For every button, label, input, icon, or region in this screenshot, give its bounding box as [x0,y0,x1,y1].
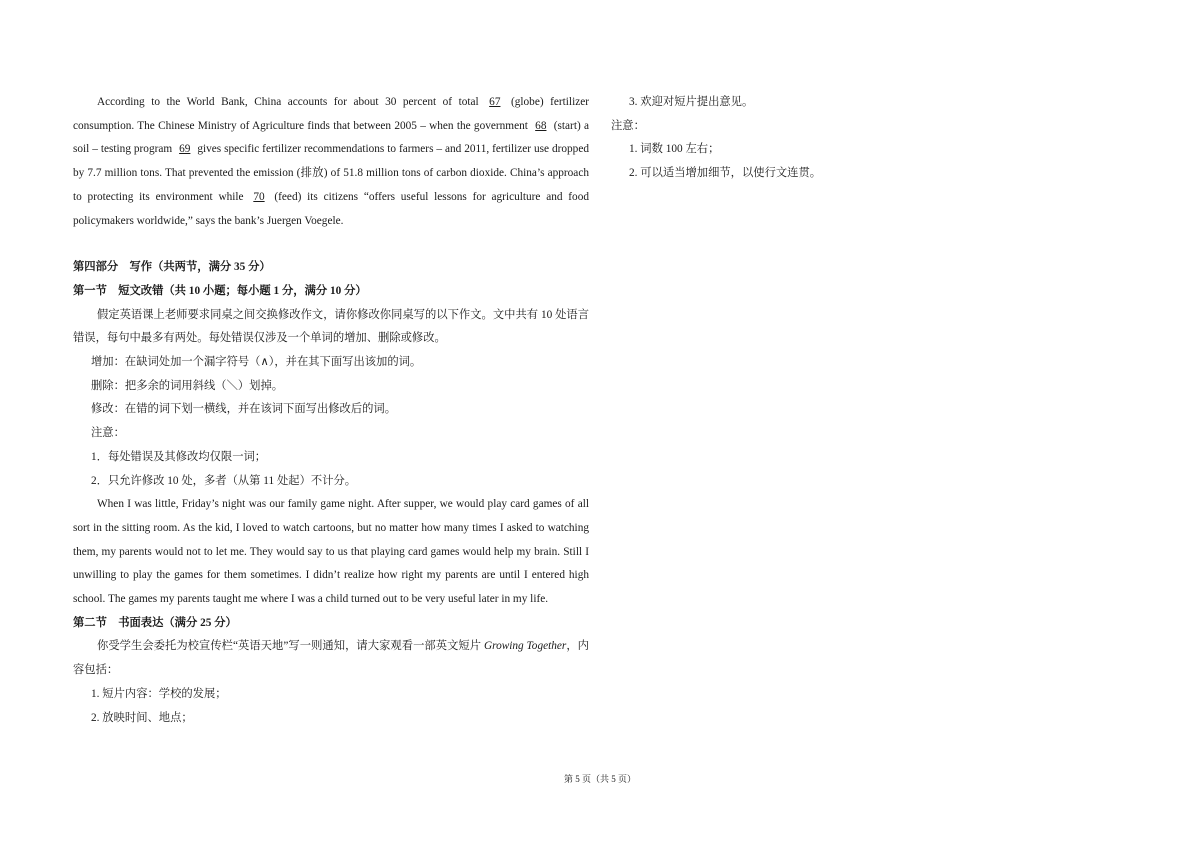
section2-title: 第二节 书面表达（满分 25 分） [73,616,237,629]
right-column [611,91,871,186]
rule-add: 增加：在缺词处加一个漏字符号（∧），并在其下面写出该加的词。 [91,356,422,369]
rule-delete: 删除：把多余的词用斜线（＼）划掉。 [91,379,284,392]
blank-70: 70 [253,190,265,203]
left-column [73,91,589,730]
passage-text: (start) a soil – testing program [73,119,589,156]
blank-69: 69 [179,143,191,156]
content-item-1: 1. 短片内容：学校的发展； [91,687,227,700]
note-2: 2．只允许修改 10 处，多者（从第 11 处起）不计分。 [91,474,357,487]
note-label: 注意： [91,427,125,440]
passage-text: (globe) fertilizer consumption. The Chinese Ministry of Agriculture finds that between 2005 – when the government [73,96,589,132]
rule-modify: 修改：在错的词下划一横线，并在该词下面写出修改后的词。 [91,403,397,416]
blank-68: 68 [535,119,547,132]
essay-paragraph: When I was little, Friday’s night was our family game night. After supper, we would play card games of all sort in the sitting room. As the kid, I loved to watch cartoons, but no matter how many times I asked to watching them, my parents would not to let me. They would say to us that playing card games would help my brain. Still I unwilling to play the games for them sometimes. I didn’t realize how right my parents are until I entered high school. The games my parents taught me where I was a child turned out to be very useful later in my life. [73,498,589,606]
intro-text: 你受学生会委托为校宣传栏“英语天地”写一则通知，请大家观看一部英文短片 [97,640,484,653]
note-1: 1．每处错误及其修改均仅限一词； [91,450,267,463]
section1-title: 第一节 短文改错（共 10 小题；每小题 1 分，满分 10 分） [73,284,367,297]
section1-intro: 假定英语课上老师要求同桌之间交换修改作文，请你修改你同桌写的以下作文。文中共有 10 处语言错误，每句中最多有两处。每处错误仅涉及一个单词的增加、删除或修改。 [73,308,589,345]
writing-note-2: 2. 可以适当增加细节，以使行文连贯。 [629,167,822,180]
passage-paragraph [73,91,589,233]
page-footer: 第 5 页（共 5 页） [563,774,636,784]
intro-text: ，内容包括： [73,640,589,677]
section2-intro [73,635,589,682]
film-title: Growing Together [483,640,567,653]
content-item-2: 2. 放映时间、地点； [91,711,193,724]
passage-text: According to the World Bank, China accounts for about 30 percent of total [97,96,486,108]
blank-67: 67 [489,96,501,108]
writing-note-1: 1. 词数 100 左右； [629,143,720,156]
part4-title: 第四部分 写作（共两节，满分 35 分） [73,261,271,274]
passage-text: gives specific fertilizer recommendations to farmers – and 2011, fertilizer use dropped by 7.7 million tons. That prevented the emission (排放) of 51.8 million tons of carbon dioxide. China’s approach to protecting its environment while [73,143,589,203]
passage-text: (feed) its citizens “offers useful lessons for agriculture and food policymakers worldwide,” says the bank’s Juergen Voegele. [73,190,590,227]
content-item-3: 3. 欢迎对短片提出意见。 [629,96,754,108]
writing-note-label: 注意： [611,119,645,132]
